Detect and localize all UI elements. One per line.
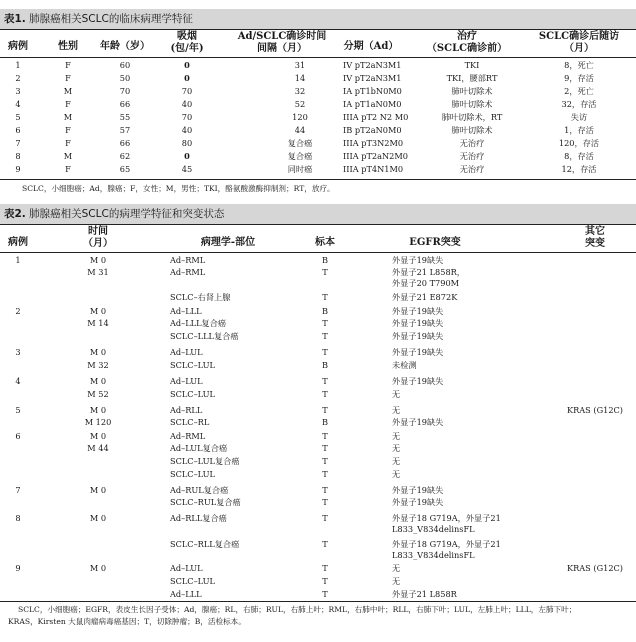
- table1-header-rule: [0, 57, 636, 58]
- t1-cell-age: 57: [119, 125, 131, 135]
- table2-title-number: 表2.: [4, 208, 26, 220]
- t2-cell-egfr: 无: [392, 405, 401, 415]
- t2-cell-pathology: SCLC–RL: [170, 417, 210, 427]
- t1-cell-case: 3: [15, 86, 21, 96]
- t1-header-age: 年龄（岁）: [100, 41, 150, 52]
- t2-cell-time: M 44: [87, 443, 109, 453]
- t2-header-egfr: EGFR突变: [409, 237, 461, 248]
- t1-cell-age: 50: [119, 73, 131, 83]
- t1-cell-fu: 失访: [570, 112, 588, 122]
- t2-cell-case: 6: [15, 431, 21, 441]
- t2-cell-egfr: 外显子18 G719A，外显子21: [392, 539, 501, 549]
- t2-cell-case: 2: [15, 306, 21, 316]
- t1-cell-sex: M: [63, 86, 73, 96]
- t2-cell-case: 5: [15, 405, 21, 415]
- t1-cell-age: 60: [119, 60, 131, 70]
- t2-cell-pathology: SCLC–RLL复合癌: [170, 539, 240, 549]
- t2-cell-specimen: T: [322, 563, 328, 573]
- t1-cell-sex: F: [65, 73, 71, 83]
- t2-cell-case: 3: [15, 347, 21, 357]
- t2-cell-specimen: T: [322, 331, 328, 341]
- t1-header-stage: 分期（Ad）: [343, 41, 399, 52]
- t2-cell-pathology: Ad–LLL: [170, 589, 202, 599]
- t2-cell-pathology: Ad–RML: [170, 431, 206, 441]
- t2-cell-pathology: Ad–RML: [170, 255, 206, 265]
- table2-bottom-rule: [0, 601, 636, 602]
- t2-cell-time: M 0: [89, 255, 107, 265]
- t2-cell-egfr: 无: [392, 576, 401, 586]
- t2-cell-time: M 0: [89, 347, 107, 357]
- t1-cell-age: 66: [119, 138, 131, 148]
- t2-cell-specimen: T: [322, 318, 328, 328]
- table1-title: [0, 9, 636, 29]
- t2-cell-time: M 14: [87, 318, 109, 328]
- t2-cell-specimen: T: [322, 469, 328, 479]
- t2-cell-egfr: 外显子19缺失: [392, 376, 444, 386]
- t2-cell-egfr: 无: [392, 563, 401, 573]
- t1-cell-age: 66: [119, 99, 131, 109]
- t2-cell-egfr: 无: [392, 431, 401, 441]
- t2-cell-specimen: T: [322, 539, 328, 549]
- t1-header-interval-l2: 间隔（月）: [257, 43, 307, 54]
- t1-cell-interval: 44: [294, 125, 306, 135]
- t2-cell-egfr: 外显子21 L858R: [392, 589, 457, 599]
- t1-cell-stage: IIIA pT2aN2M0: [343, 151, 408, 161]
- t2-cell-egfr: 无: [392, 389, 401, 399]
- t2-cell-egfr: L833_V834delinsFL: [392, 550, 475, 560]
- t2-cell-specimen: B: [321, 360, 329, 370]
- table1-bottom-rule: [0, 179, 636, 180]
- t2-cell-pathology: SCLC–RUL复合癌: [170, 497, 241, 507]
- table1-footnote: SCLC，小细胞癌；Ad，腺癌；F，女性；M，男性；TKI，酪氨酸激酶抑制剂；RT，放疗。: [22, 184, 335, 193]
- t1-header-interval-l1: Ad/SCLC确诊时间: [237, 31, 327, 42]
- t2-cell-pathology: SCLC–右肾上腺: [170, 292, 231, 302]
- t2-cell-specimen: B: [321, 306, 329, 316]
- t1-header-smoke-l2: (包/年): [170, 43, 204, 54]
- t1-cell-interval: 52: [294, 99, 306, 109]
- t2-cell-time: M 120: [84, 417, 112, 427]
- t2-cell-egfr: 外显子19缺失: [392, 417, 444, 427]
- t1-cell-stage: IV pT2aN3M1: [343, 60, 402, 70]
- t2-cell-time: M 0: [89, 306, 107, 316]
- t2-cell-time: M 0: [89, 376, 107, 386]
- t2-cell-pathology: SCLC–LUL复合癌: [170, 456, 240, 466]
- t1-cell-stage: IA pT1aN0M0: [343, 99, 402, 109]
- t2-cell-specimen: T: [322, 431, 328, 441]
- t2-cell-pathology: Ad–RUL复合癌: [170, 485, 229, 495]
- t2-header-time-l1: 时间: [88, 226, 108, 237]
- t2-cell-egfr: 外显子19缺失: [392, 497, 444, 507]
- t2-cell-egfr: 无: [392, 443, 401, 453]
- t1-header-sex: 性别: [58, 41, 78, 52]
- t1-cell-fu: 8，存活: [564, 151, 594, 161]
- t1-header-treatment-l2: （SCLC确诊前）: [426, 43, 508, 54]
- t1-cell-stage: IV pT2aN3M1: [343, 73, 402, 83]
- t2-cell-pathology: Ad–LUL: [170, 376, 203, 386]
- table2-title-text: 肺腺癌相关SCLC的病理学特征和突变状态: [29, 208, 225, 220]
- t2-cell-time: M 32: [87, 360, 109, 370]
- t2-cell-case: 1: [15, 255, 21, 265]
- t1-cell-case: 5: [15, 112, 21, 122]
- t2-header-other-l1: 其它: [585, 226, 605, 237]
- t1-cell-interval: 32: [294, 86, 306, 96]
- t2-cell-pathology: SCLC–LUL: [170, 360, 215, 370]
- t2-cell-case: 8: [15, 513, 21, 523]
- t1-cell-smoke: 70: [181, 112, 193, 122]
- t2-cell-egfr: 外显子19缺失: [392, 306, 444, 316]
- table1-title-text: 肺腺癌相关SCLC的临床病理学特征: [29, 13, 193, 25]
- t1-cell-age: 62: [119, 151, 131, 161]
- t2-header-pathology: 病理学-部位: [200, 237, 256, 248]
- t2-cell-specimen: T: [322, 589, 328, 599]
- t1-cell-stage: IIIA pT3N2M0: [343, 138, 404, 148]
- t2-cell-pathology: Ad–LLL: [170, 306, 202, 316]
- t2-cell-specimen: T: [322, 497, 328, 507]
- t2-cell-specimen: T: [322, 576, 328, 586]
- t1-header-smoke-l1: 吸烟: [177, 31, 197, 42]
- t2-cell-pathology: Ad–LUL复合癌: [170, 443, 228, 453]
- t1-cell-age: 65: [119, 164, 131, 174]
- t1-header-treatment-l1: 治疗: [457, 31, 477, 42]
- t1-cell-fu: 8，死亡: [564, 60, 594, 70]
- t1-cell-smoke: 0: [184, 151, 190, 161]
- t2-cell-specimen: B: [321, 417, 329, 427]
- t1-cell-case: 6: [15, 125, 21, 135]
- t1-cell-case: 4: [15, 99, 21, 109]
- t1-cell-sex: F: [65, 99, 71, 109]
- t2-cell-egfr: L833_V834delinsFL: [392, 524, 475, 534]
- t1-cell-tx: 无治疗: [459, 151, 485, 161]
- t2-cell-egfr: 外显子19缺失: [392, 255, 444, 265]
- t2-cell-specimen: T: [322, 485, 328, 495]
- t1-cell-fu: 12，存活: [561, 164, 597, 174]
- t2-cell-egfr: 外显子18 G719A，外显子21: [392, 513, 501, 523]
- t2-header-other-l2: 突变: [585, 238, 605, 249]
- t1-cell-interval: 复合癌: [287, 151, 313, 161]
- t1-cell-case: 9: [15, 164, 21, 174]
- t1-cell-tx: TKI: [464, 60, 480, 70]
- t1-header-case: 病例: [8, 41, 28, 52]
- t1-cell-stage: IIIA pT4N1M0: [343, 164, 404, 174]
- t2-cell-pathology: Ad–LUL: [170, 347, 203, 357]
- t2-cell-pathology: Ad–LLL复合癌: [170, 318, 227, 328]
- t1-cell-tx: 肺叶切除术，RT: [441, 112, 503, 122]
- t2-cell-time: M 0: [89, 431, 107, 441]
- t2-cell-egfr: 外显子21 E872K: [392, 292, 458, 302]
- t2-cell-time: M 0: [89, 405, 107, 415]
- t2-cell-egfr: 未检测: [392, 360, 417, 370]
- t2-cell-egfr: 外显子19缺失: [392, 485, 444, 495]
- t2-cell-specimen: B: [321, 255, 329, 265]
- t1-header-followup-l1: SCLC确诊后随访: [538, 31, 620, 42]
- t2-header-case: 病例: [8, 237, 28, 248]
- t1-cell-smoke: 40: [181, 125, 193, 135]
- t2-cell-egfr: 外显子19缺失: [392, 318, 444, 328]
- t2-cell-pathology: SCLC–LUL: [170, 469, 215, 479]
- t2-cell-time: M 0: [89, 513, 107, 523]
- t1-cell-fu: 2，死亡: [564, 86, 594, 96]
- t1-cell-interval: 复合癌: [287, 138, 313, 148]
- t2-cell-pathology: SCLC–LLL复合癌: [170, 331, 239, 341]
- t1-cell-smoke: 80: [181, 138, 193, 148]
- t2-cell-time: M 52: [87, 389, 109, 399]
- t1-cell-interval: 31: [294, 60, 306, 70]
- t2-cell-pathology: Ad–RLL: [170, 405, 203, 415]
- t2-cell-egfr: 无: [392, 469, 401, 479]
- t2-cell-specimen: T: [322, 347, 328, 357]
- table2-header-rule: [0, 252, 636, 253]
- t1-cell-fu: 32，存活: [561, 99, 597, 109]
- t1-cell-case: 2: [15, 73, 21, 83]
- t1-cell-fu: 120，存活: [558, 138, 600, 148]
- t1-cell-smoke: 0: [184, 73, 190, 83]
- t2-cell-specimen: T: [322, 405, 328, 415]
- t2-cell-specimen: T: [322, 513, 328, 523]
- t1-cell-stage: IB pT2aN0M0: [343, 125, 402, 135]
- t1-cell-sex: F: [65, 164, 71, 174]
- t1-cell-smoke: 40: [181, 99, 193, 109]
- t1-cell-fu: 1，存活: [564, 125, 594, 135]
- t1-cell-fu: 9，存活: [564, 73, 594, 83]
- t1-cell-sex: F: [65, 138, 71, 148]
- t1-cell-stage: IA pT1bN0M0: [343, 86, 402, 96]
- t2-cell-time: M 0: [89, 563, 107, 573]
- t2-cell-specimen: T: [322, 376, 328, 386]
- t1-cell-tx: 肺叶切除术: [451, 125, 493, 135]
- t2-header-time-l2: （月）: [83, 238, 113, 249]
- t1-cell-age: 70: [119, 86, 131, 96]
- t1-cell-stage: IIIA pT2 N2 M0: [343, 112, 409, 122]
- t2-cell-egfr: 外显子19缺失: [392, 347, 444, 357]
- t1-cell-sex: F: [65, 60, 71, 70]
- t1-cell-case: 7: [15, 138, 21, 148]
- t1-cell-tx: TKI，腰部RT: [446, 73, 498, 83]
- t1-cell-sex: M: [63, 112, 73, 122]
- t1-cell-smoke: 45: [181, 164, 193, 174]
- t2-cell-other: KRAS (G12C): [566, 563, 624, 573]
- t1-cell-interval: 120: [292, 112, 308, 122]
- table1-title-number: 表1.: [4, 13, 26, 25]
- t1-cell-tx: 无治疗: [459, 164, 485, 174]
- t2-cell-time: M 0: [89, 485, 107, 495]
- t1-cell-interval: 同时癌: [287, 164, 313, 174]
- t2-cell-case: 9: [15, 563, 21, 573]
- table2-top-rule: [0, 224, 636, 225]
- t2-cell-case: 7: [15, 485, 21, 495]
- t1-cell-smoke: 70: [181, 86, 193, 96]
- t1-cell-tx: 肺叶切除术: [451, 99, 493, 109]
- t2-cell-egfr: 无: [392, 456, 401, 466]
- t1-cell-sex: M: [63, 151, 73, 161]
- t2-cell-case: 4: [15, 376, 21, 386]
- t2-cell-pathology: Ad–RLL复合癌: [170, 513, 227, 523]
- t2-cell-pathology: Ad–LUL: [170, 563, 203, 573]
- table2-footnote-line2: KRAS，Kirsten 大鼠肉瘤病毒癌基因；T，切除肿瘤；B，活检标本。: [8, 617, 246, 626]
- table1-top-rule: [0, 29, 636, 30]
- t2-cell-specimen: T: [322, 456, 328, 466]
- t1-cell-interval: 14: [294, 73, 306, 83]
- t2-cell-egfr: 外显子21 L858R，: [392, 267, 465, 277]
- t2-cell-pathology: Ad–RML: [170, 267, 206, 277]
- table2-footnote-line1: SCLC，小细胞癌；EGFR，表皮生长因子受体；Ad，腺癌；RL，右肺；RUL，右肺上叶；RML，右肺中叶；RLL，右肺下叶；LUL，左肺上叶；LLL，左肺下叶；: [18, 605, 577, 614]
- t1-cell-case: 1: [15, 60, 21, 70]
- t1-cell-age: 55: [119, 112, 131, 122]
- t2-cell-other: KRAS (G12C): [566, 405, 624, 415]
- t2-cell-egfr: 外显子20 T790M: [392, 278, 460, 288]
- t2-cell-specimen: T: [322, 389, 328, 399]
- t2-cell-specimen: T: [322, 267, 328, 277]
- t1-header-followup-l2: （月）: [564, 43, 594, 54]
- t2-cell-pathology: SCLC–LUL: [170, 576, 215, 586]
- t1-cell-case: 8: [15, 151, 21, 161]
- t1-cell-smoke: 0: [184, 60, 190, 70]
- t1-cell-tx: 肺叶切除术: [451, 86, 493, 96]
- table2-title: [0, 204, 636, 224]
- t1-cell-tx: 无治疗: [459, 138, 485, 148]
- t2-header-specimen: 标本: [315, 237, 335, 248]
- t1-cell-sex: F: [65, 125, 71, 135]
- t2-cell-specimen: T: [322, 292, 328, 302]
- t2-cell-pathology: SCLC–LUL: [170, 389, 215, 399]
- t2-cell-time: M 31: [87, 267, 109, 277]
- t2-cell-specimen: T: [322, 443, 328, 453]
- t2-cell-egfr: 外显子19缺失: [392, 331, 444, 341]
